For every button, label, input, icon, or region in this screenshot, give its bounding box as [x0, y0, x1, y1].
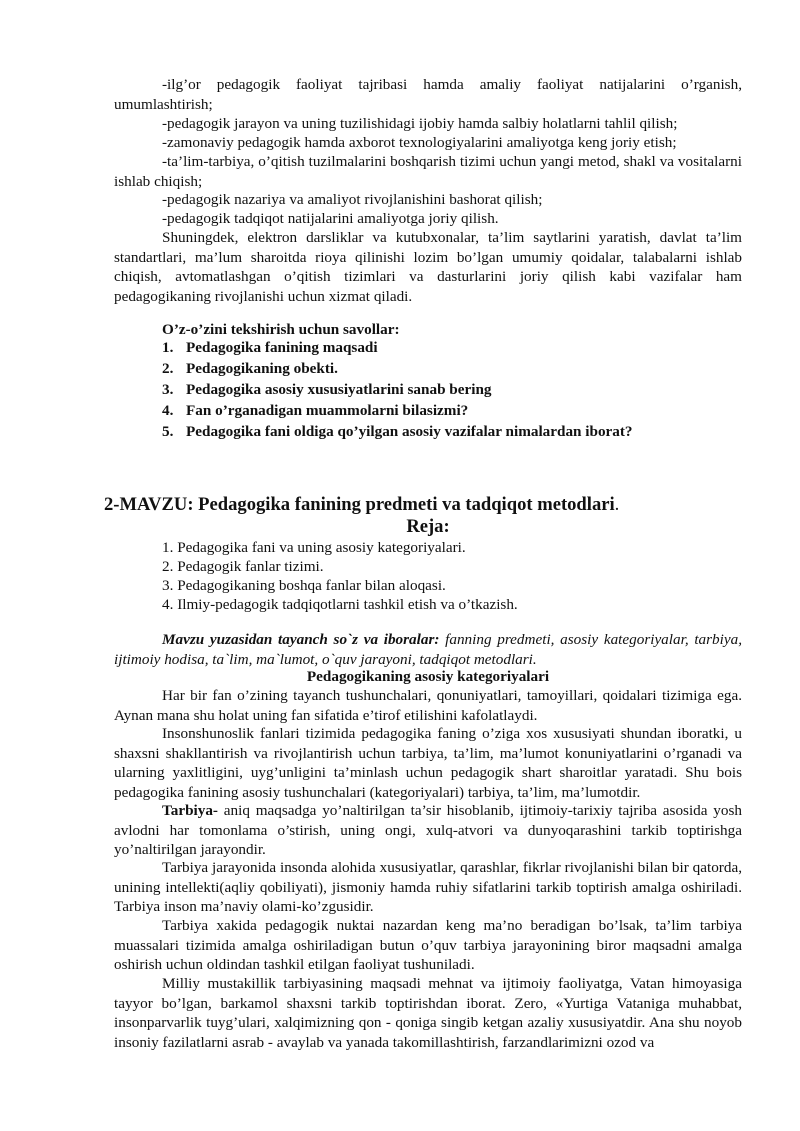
question-item — [162, 359, 742, 379]
paragraph-task-5: -pedagogik nazariya va amaliyot rivojlanishini bashorat qilish; — [162, 191, 543, 208]
plan-item: 4. Ilmiy-pedagogik tadqiqotlarni tashkil etish va o’tkazish. — [162, 596, 518, 613]
topic-title-text: 2-MAVZU: Pedagogika fanining predmeti va tadqiqot metodlari — [104, 494, 615, 515]
question-item — [162, 380, 742, 400]
paragraph-task-3: -zamonaviy pedagogik hamda axborot texnologiyalarini amaliyotga keng joriy etish; — [162, 134, 677, 151]
question-text: Pedagogikaning obekti. — [186, 360, 338, 377]
keywords-paragraph — [114, 630, 742, 669]
plan-item: 2. Pedagogik fanlar tizimi. — [162, 558, 324, 575]
questions-heading: O’z-o’zini tekshirish uchun savollar: — [162, 321, 400, 338]
section-heading: Pedagogikaning asosiy kategoriyalari — [306, 668, 550, 685]
plan-item: 3. Pedagogikaning boshqa fanlar bilan aloqasi. — [162, 577, 446, 594]
question-number: 4. — [162, 402, 174, 419]
topic-title — [104, 494, 619, 516]
question-number: 3. — [162, 381, 174, 398]
question-text: Pedagogika fanining maqsadi — [186, 339, 378, 356]
paragraph-task-6: -pedagogik tadqiqot natijalarini amaliyotga joriy qilish. — [162, 210, 499, 227]
paragraph-summary: Shuningdek, elektron darsliklar va kutubxonalar, ta’lim saytlarini yaratish, davlat ta’lim standartlari, ma’lum sharoitda rioya qilinishi lozim bo’lgan umumiy qoidalar, talabalarni ishlab chiqish, avtomatlashgan o’qitish tizimlari va dasturlarini joriy qilish kabi vazifalar ham pedagogikaning rivojlanishi uchun xizmat qiladi. — [114, 229, 742, 305]
question-text: Pedagogika asosiy xususiyatlarini sanab bering — [186, 381, 492, 398]
paragraph-task-2: -pedagogik jarayon va uning tuzilishidagi ijobiy hamda salbiy holatlarni tahlil qilish; — [162, 115, 678, 132]
tarbiya-term: Tarbiya- — [162, 802, 218, 819]
question-text: Fan o’rganadigan muammolarni bilasizmi? — [186, 402, 469, 419]
paragraph-body-4: Tarbiya xakida pedagogik nuktai nazardan keng ma’no beradigan bo’lsak, ta’lim tarbiya muassalari tizimida amalga oshiriladigan butun o’quv tarbiya jarayonining biror maqsadni amalga oshirish uchun oldindan tashkil etilgan faoliyat tushuniladi. — [114, 917, 742, 973]
paragraph-body-2: Insonshunoslik fanlari tizimida pedagogika faning o’ziga xos xususiyati shundan iboratki, u shaxsni shakllantirish va rivojlantirish uchun tarbiya, ta’lim, ma’lumot konuniyatlarini o’rganadi va ularning yaxlitligini, uyg’unligini ta’minlash uchun pedagogik shart sharoitlar yaratadi. Shu bois pedagogika fanining asosiy tushunchalari (kategoriyalari) tarbiya, ta’lim, ma’lumotdir. — [114, 725, 742, 801]
paragraph-task-1: -ilg’or pedagogik faoliyat tajribasi hamda amaliy faoliyat natijalarini o’rganish, umumlashtirish; — [114, 76, 742, 113]
question-text: Pedagogika fani oldiga qo’yilgan asosiy vazifalar nimalardan iborat? — [186, 423, 633, 440]
paragraph-body-5: Milliy mustakillik tarbiyasining maqsadi mehnat va ijtimoiy faoliyatga, Vatan himoyasiga tayyor bo’lgan, barkamol shaxsni tarkib toptirishdan iborat. Zero, «Yurtiga Vataniga muhabbat, insonparvarlik tuyg’ulari, xalqimizning qon - qoniga singib ketgan azaliy xususiyatdir. Ana shu noyob insoniy fazilatlarni asrab - avaylab va yanada takomillashtirish, farzandlarimizni ozod va — [114, 975, 742, 1051]
paragraph-tarbiya-definition — [114, 801, 742, 860]
question-item — [162, 338, 742, 358]
keywords-label: Mavzu yuzasidan tayanch so`z va iboralar: — [162, 631, 440, 648]
tarbiya-text: aniq maqsadga yo’naltirilgan ta’sir hisoblanib, ijtimoiy-tarixiy tajriba asosida yosh avlodni har tomonlama o’stirish, uning ongi, xulq-atvori va dunyoqarashini tarkib toptirishga yo’naltirilgan jarayondir. — [114, 802, 742, 858]
paragraph-task-4: -ta’lim-tarbiya, o’qitish tuzilmalarini boshqarish tizimi uchun yangi metod, shakl va vositalarni ishlab chiqish; — [114, 153, 742, 190]
question-item — [162, 401, 742, 421]
paragraph-body-1: Har bir fan o’zining tayanch tushunchalari, qonuniyatlari, tamoyillari, qoidalari tizimiga ega. Aynan mana shu holat uning fan sifatida e’tirof etilishini kafolatlaydi. — [114, 687, 742, 724]
question-number: 5. — [162, 423, 174, 440]
plan-item: 1. Pedagogika fani va uning asosiy kategoriyalari. — [162, 539, 466, 556]
question-number: 2. — [162, 360, 174, 377]
paragraph-body-3: Tarbiya jarayonida insonda alohida xususiyatlar, qarashlar, fikrlar rivojlanishi bilan bir qatorda, unining intellekti(aqliy qobiliyati), jismoniy hamda ruhiy sifatlarini tarkib toptirish amalga oshiriladi. Tarbiya inson ma’naviy olami-ko’zgusidir. — [114, 859, 742, 915]
question-number: 1. — [162, 339, 174, 356]
plan-heading: Reja: — [406, 516, 450, 537]
question-item — [162, 422, 742, 442]
keywords-text: fanning predmeti, asosiy kategoriyalar, tarbiya, ijtimoiy hodisa, ta`lim, ma`lumot, o`quv jarayoni, tadqiqot metodlari. — [114, 631, 742, 668]
topic-title-period: . — [614, 494, 620, 515]
